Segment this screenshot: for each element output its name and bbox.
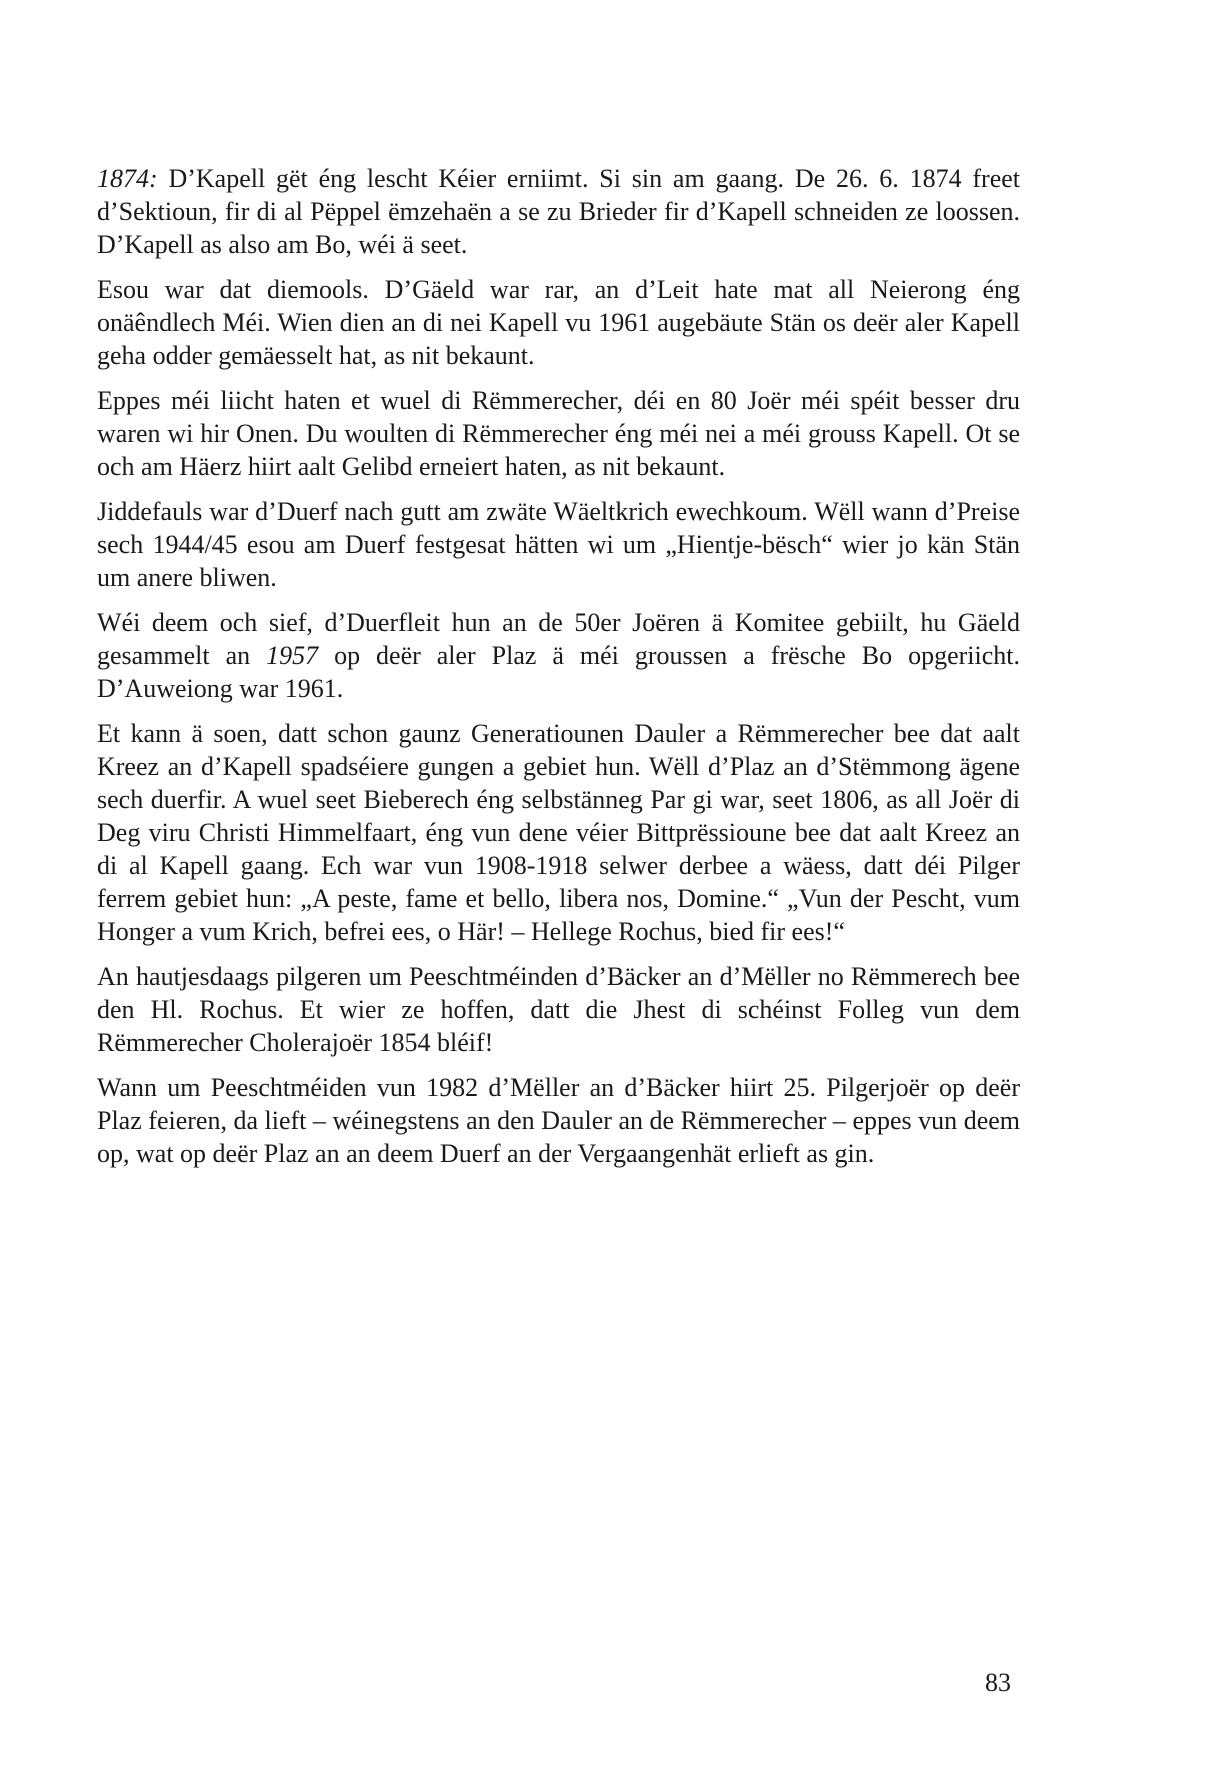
paragraph-war: Jiddefauls war d’Duerf nach gutt am zwäte Wäeltkrich ewechkoum. Wëll wann d’Preise sech 1944/45 esou am Duerf festgesat hätten wi um „Hientje-bësch“ wier jo kän Stän um anere bliwen. (97, 497, 1020, 592)
paragraph-committee-text-before: Wéi deem och sief, d’Duerfleit hun an de 50er Joëren ä Komitee gebiilt, hu Gäeld gesammelt an (97, 608, 1020, 670)
paragraph-today: An hautjesdaags pilgeren um Peeschtméinden d’Bäcker an d’Mëller no Rëmmerech bee den Hl. Rochus. Et wier ze hoffen, datt die Jhest di schéinst Folleg vun dem Rëmmerecher Cholerajoër 1854 bléif! (97, 962, 1020, 1057)
page-body (97, 162, 1020, 1182)
year-1874-italic: 1874: (97, 164, 158, 193)
paragraph-1874-text: D’Kapell gët éng lescht Kéier erniimt. Si sin am gaang. De 26. 6. 1874 freet d’Sektioun, fir di al Pëppel ëmzehaën a se zu Brieder fir d’Kapell schneiden ze loossen. D’Kapell as also am Bo, wéi ä seet. (97, 164, 1020, 259)
paragraph-pilgrimage: Et kann ä soen, datt schon gaunz Generatiounen Dauler a Rëmmerecher bee dat aalt Kreez an d’Kapell spadséiere gungen a gebiet hun. Wëll d’Plaz an d’Stëmmong ägene sech duerfir. A wuel seet Bieberech éng selbstänneg Par gi war, seet 1806, as all Joër di Deg viru Christi Himmelfaart, éng vun dene véier Bittprëssioune bee dat aalt Kreez an di al Kapell gaang. Ech war vun 1908-1918 selwer derbee a wäess, datt déi Pilger ferrem gebiet hun: „A peste, fame et bello, libera nos, Domine.“ „Vun der Pescht, vum Honger a vum Krich, befrei ees, o Här! – Hellege Rochus, bied fir ees!“ (97, 719, 1020, 946)
page-number: 83 (985, 1668, 1011, 1697)
paragraph-money: Esou war dat diemools. D’Gäeld war rar, an d’Leit hate mat all Neierong éng onäêndlech Méi. Wien dien an di nei Kapell vu 1961 augebäute Stän os deër aler Kapell geha odder gemäesselt hat, as nit bekaunt. (97, 275, 1020, 370)
paragraph-committee-text-after: op deër aler Plaz ä méi groussen a frësche Bo opgeriicht. D’Auweiong war 1961. (97, 641, 1020, 703)
paragraph-remmerecher: Eppes méi liicht haten et wuel di Rëmmerecher, déi en 80 Joër méi spéit besser dru waren wi hir Onen. Du woulten di Rëmmerecher éng méi nei a méi grouss Kapell. Ot se och am Häerz hiirt aalt Gelibd erneiert haten, as nit bekaunt. (97, 386, 1020, 481)
year-1957-italic: 1957 (266, 641, 319, 670)
paragraph-anniversary: Wann um Peeschtméiden vun 1982 d’Mëller an d’Bäcker hiirt 25. Pilgerjoër op deër Plaz feieren, da lieft – wéinegstens an den Dauler an de Rëmmerecher – eppes vun deem op, wat op deër Plaz an an deem Duerf an der Vergaangenhät erlieft as gin. (97, 1073, 1020, 1168)
paragraph-1874 (97, 162, 1020, 261)
paragraph-committee (97, 606, 1020, 705)
